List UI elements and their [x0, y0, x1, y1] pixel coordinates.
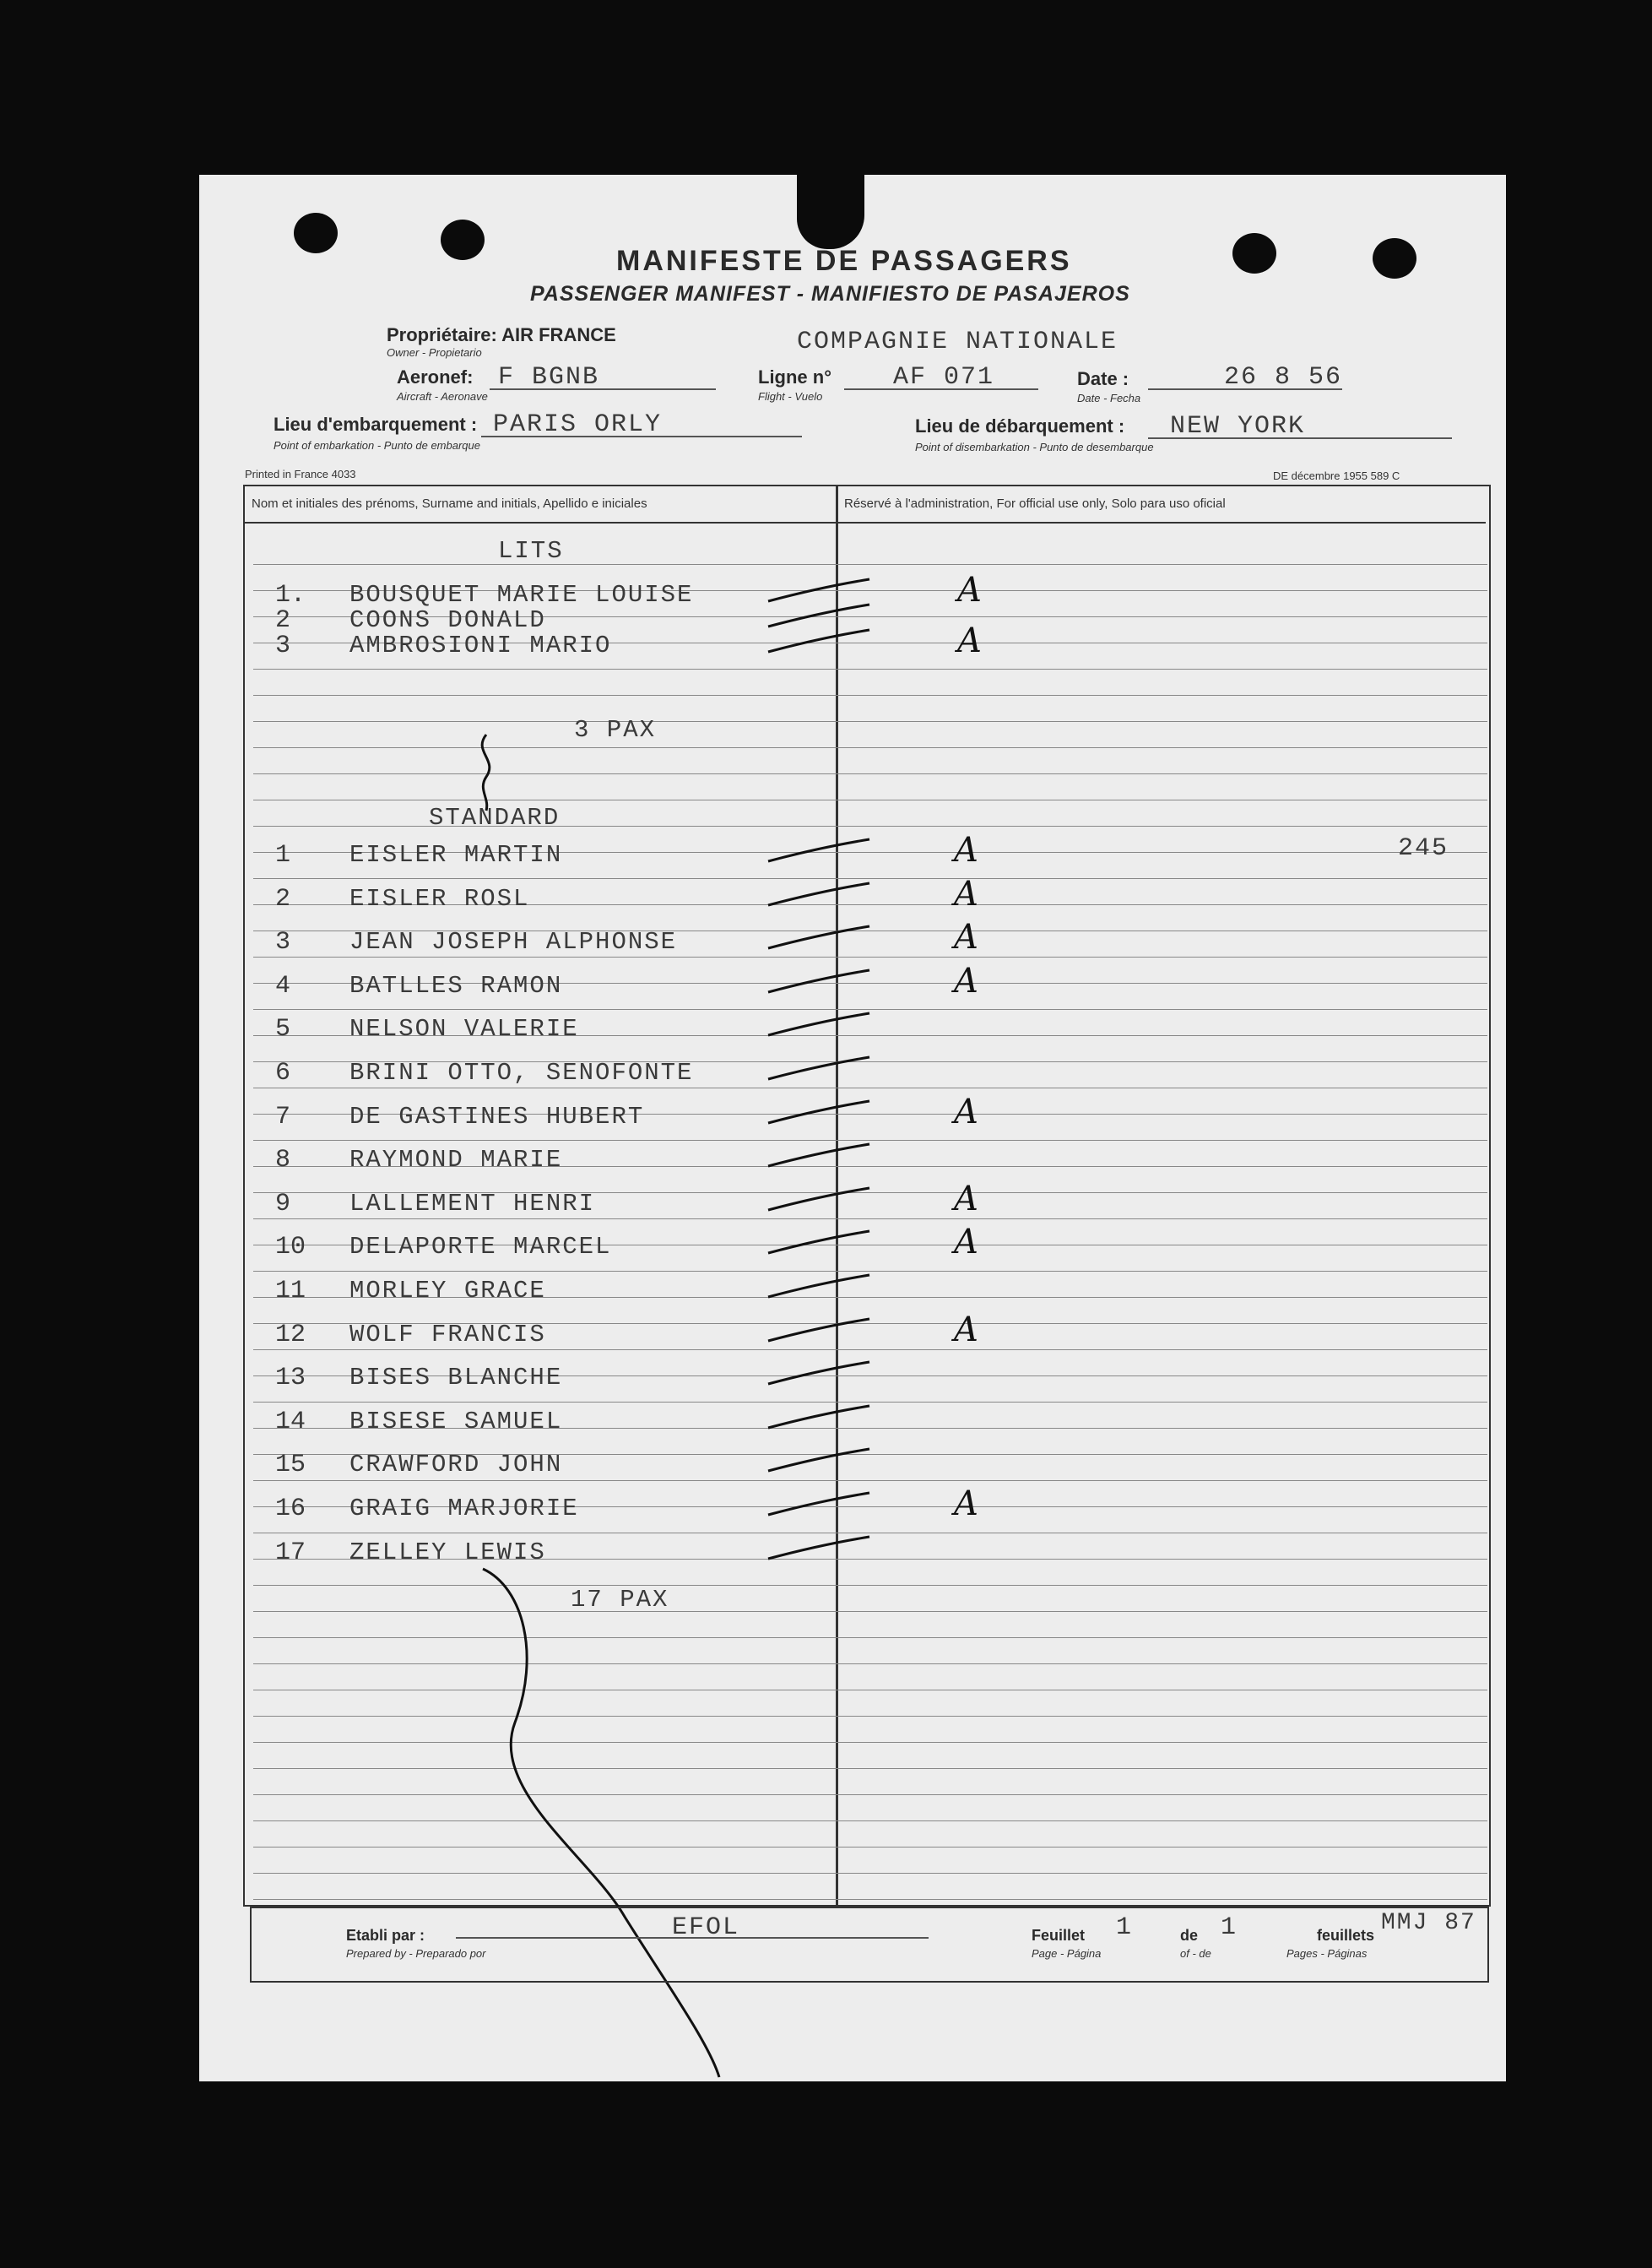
- passenger-number: 3: [275, 928, 291, 958]
- col1-header: Nom et initiales des prénoms, Surname and initials, Apellido e iniciales: [252, 496, 647, 511]
- admin-mark: A: [954, 1484, 978, 1523]
- passenger-name: MORLEY GRACE: [349, 1277, 546, 1305]
- passenger-name: GRAIG MARJORIE: [349, 1495, 579, 1522]
- passenger-number: 3: [275, 632, 291, 660]
- passenger-number: 11: [275, 1277, 306, 1305]
- prepared-value: EFOL: [672, 1913, 740, 1942]
- aircraft-value: F BGNB: [498, 363, 600, 392]
- page-sublabel: Page - Página: [1032, 1947, 1102, 1960]
- passenger-number: 5: [275, 1015, 291, 1044]
- passenger-name: ZELLEY LEWIS: [349, 1538, 546, 1566]
- lits-title: LITS: [498, 537, 564, 565]
- passenger-number: 8: [275, 1146, 291, 1175]
- passenger-name: DE GASTINES HUBERT: [349, 1102, 645, 1131]
- col2-header: Réservé à l'administration, For official use only, Solo para uso oficial: [844, 496, 1226, 511]
- passenger-number: 17: [275, 1538, 306, 1567]
- of-value: 1: [1221, 1913, 1238, 1942]
- aircraft-sublabel: Aircraft - Aeronave: [397, 390, 488, 403]
- of-label: de: [1180, 1927, 1199, 1944]
- prepared-label: Etabli par :: [346, 1927, 425, 1944]
- date-sublabel: Date - Fecha: [1077, 392, 1141, 404]
- passenger-name: BRINI OTTO, SENOFONTE: [349, 1059, 694, 1087]
- passenger-name: AMBROSIONI MARIO: [349, 632, 612, 659]
- admin-mark: A: [954, 961, 978, 1001]
- owner-value: COMPAGNIE NATIONALE: [797, 328, 1118, 356]
- form-title: MANIFESTE DE PASSAGERS: [616, 245, 1072, 277]
- passenger-name: BOUSQUET MARIE LOUISE: [349, 581, 694, 609]
- admin-mark: A: [954, 1179, 978, 1218]
- passenger-number: 10: [275, 1233, 306, 1262]
- passenger-number: 1: [275, 841, 291, 870]
- disembark-value: NEW YORK: [1170, 412, 1306, 441]
- passenger-name: COONS DONALD: [349, 606, 546, 634]
- disembark-label: Lieu de débarquement :: [915, 415, 1125, 437]
- admin-mark: A: [957, 621, 982, 660]
- annotation-245: 245: [1398, 834, 1449, 863]
- admin-mark: A: [954, 1310, 978, 1349]
- passenger-number: 4: [275, 971, 291, 1001]
- date-value: 26 8 56: [1224, 363, 1343, 392]
- printed-note: Printed in France 4033: [245, 468, 356, 480]
- lits-total: 3 PAX: [574, 716, 657, 744]
- admin-mark: A: [957, 571, 982, 610]
- pages-sublabel: Pages - Páginas: [1286, 1947, 1368, 1960]
- passenger-number: 1.: [275, 581, 306, 610]
- passenger-number: 14: [275, 1407, 306, 1436]
- passenger-number: 12: [275, 1320, 306, 1349]
- passenger-name: LALLEMENT HENRI: [349, 1189, 596, 1218]
- aircraft-label: Aeronef:: [397, 366, 474, 388]
- admin-mark: A: [954, 918, 978, 958]
- flight-sublabel: Flight - Vuelo: [758, 390, 823, 403]
- passenger-name: BISES BLANCHE: [349, 1364, 563, 1392]
- page-label: Feuillet: [1032, 1927, 1086, 1944]
- stamp: MMJ 87: [1381, 1910, 1476, 1936]
- disembark-sublabel: Point of disembarkation - Punto de desembarque: [915, 441, 1154, 453]
- passenger-number: 2: [275, 884, 291, 914]
- owner-label: Propriétaire: AIR FRANCE: [387, 324, 616, 345]
- passenger-number: 15: [275, 1451, 306, 1480]
- passenger-name: BISESE SAMUEL: [349, 1407, 563, 1435]
- passenger-name: WOLF FRANCIS: [349, 1320, 546, 1348]
- standard-title: STANDARD: [429, 804, 561, 832]
- standard-total: 17 PAX: [571, 1586, 669, 1614]
- passenger-name: EISLER ROSL: [349, 884, 530, 913]
- passenger-number: 7: [275, 1102, 291, 1131]
- passenger-number: 16: [275, 1495, 306, 1523]
- flight-value: AF 071: [893, 363, 995, 392]
- admin-mark: A: [954, 831, 978, 870]
- passenger-number: 9: [275, 1189, 291, 1218]
- admin-mark: A: [954, 1092, 978, 1131]
- flight-label: Ligne n°: [758, 366, 832, 388]
- prepared-sublabel: Prepared by - Preparado por: [346, 1947, 486, 1960]
- page-value: 1: [1116, 1913, 1134, 1942]
- embark-sublabel: Point of embarkation - Punto de embarque: [274, 439, 480, 452]
- footer-box: [250, 1907, 1489, 1983]
- passenger-name: JEAN JOSEPH ALPHONSE: [349, 928, 678, 957]
- passenger-number: 13: [275, 1364, 306, 1393]
- passenger-name: DELAPORTE MARCEL: [349, 1233, 612, 1262]
- form-code: DE décembre 1955 589 C: [1273, 469, 1400, 482]
- passenger-number: 2: [275, 606, 291, 635]
- passenger-name: RAYMOND MARIE: [349, 1146, 563, 1175]
- admin-mark: A: [954, 874, 978, 914]
- owner-sublabel: Owner - Propietario: [387, 346, 482, 359]
- form-subtitle: PASSENGER MANIFEST - MANIFIESTO DE PASAJEROS: [530, 282, 1130, 306]
- of-sublabel: of - de: [1180, 1947, 1211, 1960]
- prepared-line: [456, 1937, 929, 1939]
- pages-label: feuillets: [1317, 1927, 1375, 1944]
- embark-value: PARIS ORLY: [493, 410, 663, 439]
- passenger-name: CRAWFORD JOHN: [349, 1451, 563, 1479]
- passenger-number: 6: [275, 1059, 291, 1088]
- admin-mark: A: [954, 1223, 978, 1262]
- date-label: Date :: [1077, 368, 1129, 389]
- embark-label: Lieu d'embarquement :: [274, 414, 478, 435]
- passenger-name: NELSON VALERIE: [349, 1015, 579, 1044]
- passenger-name: BATLLES RAMON: [349, 971, 563, 1000]
- passenger-name: EISLER MARTIN: [349, 841, 563, 869]
